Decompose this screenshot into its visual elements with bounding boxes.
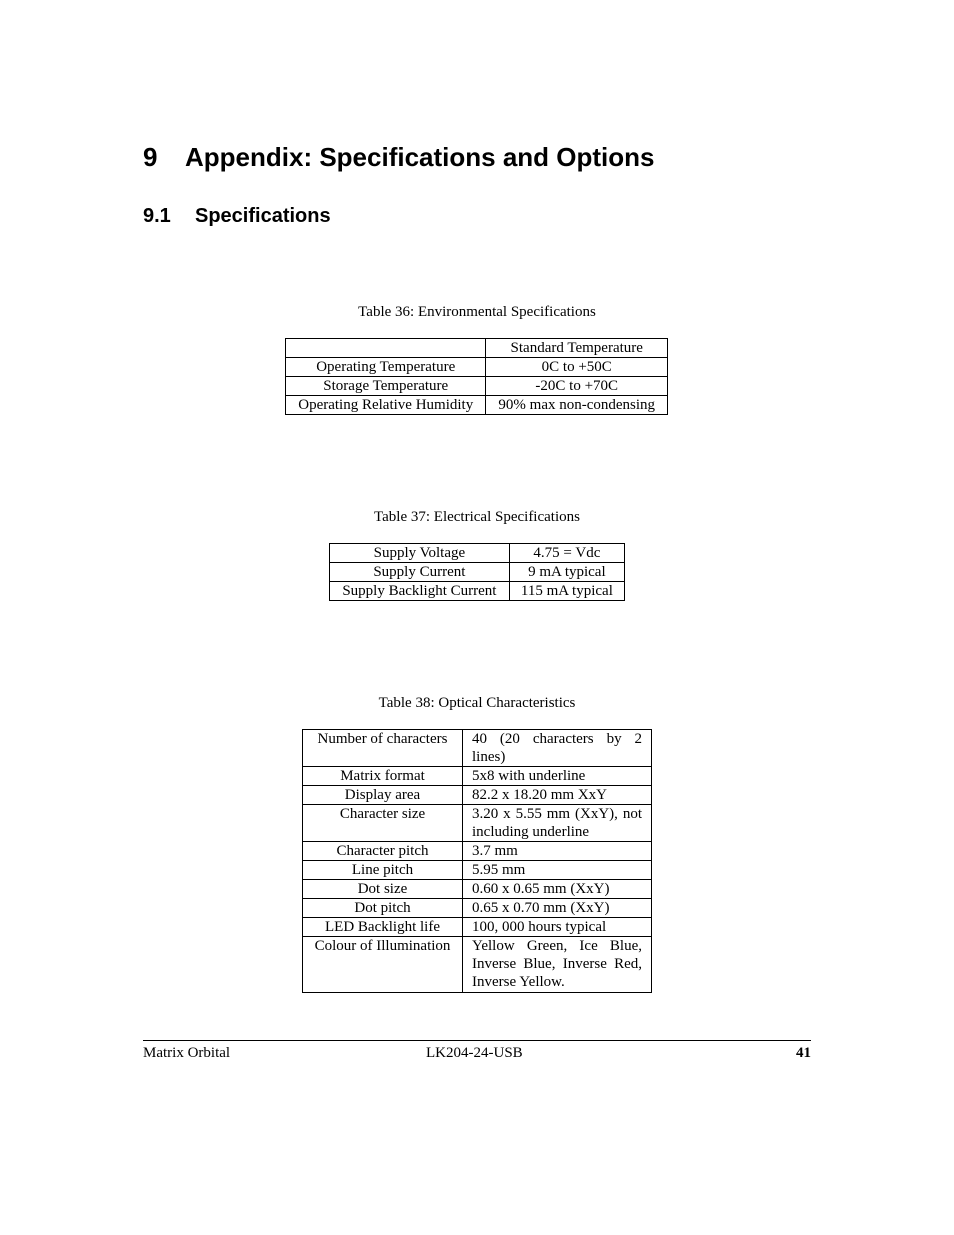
table-header-row <box>286 339 668 358</box>
footer-rule <box>143 1040 811 1041</box>
optical-characteristics-table <box>302 729 652 993</box>
footer-model: LK204-24-USB <box>426 1045 523 1061</box>
table-cell: Supply Voltage <box>330 544 510 563</box>
table-row <box>303 842 652 861</box>
table-cell: 0.60 x 0.65 mm (XxY) <box>463 880 652 899</box>
chapter-number: 9 <box>143 142 158 172</box>
section-title: Specifications <box>195 205 331 227</box>
table-cell: Supply Backlight Current <box>330 582 510 601</box>
table-row <box>303 786 652 805</box>
table-row <box>286 358 668 377</box>
table-cell: Number of characters <box>303 730 463 767</box>
table-row <box>303 730 652 767</box>
table-cell: 40 (20 characters by 2 lines) <box>463 730 652 767</box>
table-36-caption: Table 36: Environmental Specifications <box>358 304 596 320</box>
table-cell <box>286 339 486 358</box>
table-row <box>330 544 625 563</box>
table-cell: 0C to +50C <box>486 358 668 377</box>
table-38-caption: Table 38: Optical Characteristics <box>378 695 576 711</box>
table-cell: Supply Current <box>330 563 510 582</box>
table-row <box>303 805 652 842</box>
table-cell: 115 mA typical <box>509 582 624 601</box>
table-cell: Character size <box>303 805 463 842</box>
table-row <box>286 377 668 396</box>
chapter-title: Appendix: Specifications and Options <box>185 142 655 172</box>
table-row <box>303 880 652 899</box>
chapter-heading <box>143 142 655 173</box>
table-row <box>330 563 625 582</box>
table-cell: Matrix format <box>303 767 463 786</box>
table-cell: Standard Temperature <box>486 339 668 358</box>
environmental-specifications-table <box>285 338 668 415</box>
table-row <box>303 899 652 918</box>
footer-company: Matrix Orbital <box>143 1045 231 1061</box>
table-cell: Operating Relative Humidity <box>286 396 486 415</box>
table-cell: 5x8 with underline <box>463 767 652 786</box>
table-row <box>303 767 652 786</box>
table-row <box>303 918 652 937</box>
table-cell: 90% max non-condensing <box>486 396 668 415</box>
table-row <box>303 937 652 993</box>
table-cell: Yellow Green, Ice Blue, Inverse Blue, Inverse Red, Inverse Yellow. <box>463 937 652 993</box>
table-cell: LED Backlight life <box>303 918 463 937</box>
table-cell: 3.7 mm <box>463 842 652 861</box>
table-cell: Character pitch <box>303 842 463 861</box>
table-cell: Dot size <box>303 880 463 899</box>
table-cell: 4.75 = Vdc <box>509 544 624 563</box>
electrical-specifications-table <box>329 543 625 601</box>
table-row <box>303 861 652 880</box>
table-cell: 5.95 mm <box>463 861 652 880</box>
table-cell: Dot pitch <box>303 899 463 918</box>
section-number: 9.1 <box>143 205 171 227</box>
table-cell: Operating Temperature <box>286 358 486 377</box>
table-cell: -20C to +70C <box>486 377 668 396</box>
page-number: 41 <box>796 1045 811 1061</box>
table-37-caption: Table 37: Electrical Specifications <box>374 509 580 525</box>
table-row <box>330 582 625 601</box>
table-cell: 0.65 x 0.70 mm (XxY) <box>463 899 652 918</box>
table-row <box>286 396 668 415</box>
table-cell: Display area <box>303 786 463 805</box>
table-cell: Storage Temperature <box>286 377 486 396</box>
table-cell: Line pitch <box>303 861 463 880</box>
table-cell: Colour of Illumination <box>303 937 463 993</box>
table-cell: 100, 000 hours typical <box>463 918 652 937</box>
table-cell: 3.20 x 5.55 mm (XxY), not including underline <box>463 805 652 842</box>
section-heading <box>143 205 331 228</box>
table-cell: 82.2 x 18.20 mm XxY <box>463 786 652 805</box>
table-cell: 9 mA typical <box>509 563 624 582</box>
